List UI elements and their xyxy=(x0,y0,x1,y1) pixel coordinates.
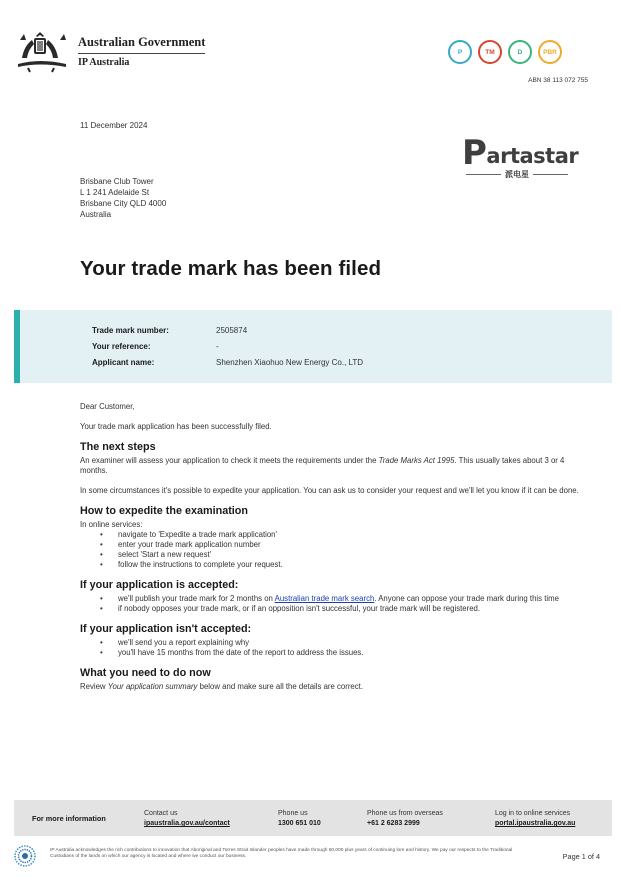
accepted-list xyxy=(100,594,580,614)
todo-paragraph: Review Your application summary below and make sure all the details are correct. xyxy=(80,682,364,691)
summary-value: - xyxy=(216,342,219,351)
summary-row-applicant xyxy=(92,358,363,367)
summary-key: Your reference: xyxy=(92,342,151,351)
plant-breeders-rights-icon: PBR xyxy=(538,40,562,64)
gov-subtitle: IP Australia xyxy=(78,56,130,68)
footer-contact: Contact us ipaustralia.gov.au/contact xyxy=(144,810,230,827)
abn-number: ABN 38 113 072 755 xyxy=(528,77,588,84)
page-number: Page 1 of 4 xyxy=(562,852,600,861)
trade-mark-summary xyxy=(14,310,612,383)
list-item: • you'll have 15 months from the date of the report to address the issues. xyxy=(100,648,580,658)
address-line: Australia xyxy=(80,210,112,219)
partastar-chinese: 派电星 xyxy=(505,170,529,179)
expedite-note: In some circumstances it's possible to expedite your application. You can ask us to consider your request and we'll let you know if it can be done. xyxy=(80,486,579,495)
intro-text: Your trade mark application has been successfully filed. xyxy=(80,422,272,431)
summary-key: Trade mark number: xyxy=(92,326,169,335)
greeting: Dear Customer, xyxy=(80,402,135,411)
summary-value: Shenzhen Xiaohuo New Energy Co., LTD xyxy=(216,358,364,367)
coat-of-arms-icon xyxy=(14,28,70,74)
address-line: L 1 241 Adelaide St xyxy=(80,188,150,197)
accepted-heading: If your application is accepted: xyxy=(80,579,239,591)
page-title: Your trade mark has been filed xyxy=(80,257,382,280)
todo-heading: What you need to do now xyxy=(80,667,211,679)
expedite-list xyxy=(100,530,580,570)
portal-link[interactable]: portal.ipaustralia.gov.au xyxy=(495,820,576,827)
list-item: • navigate to 'Expedite a trade mark application' xyxy=(100,530,580,540)
patent-icon: P xyxy=(448,40,472,64)
summary-row-reference xyxy=(92,342,219,351)
gov-title: Australian Government xyxy=(78,35,205,54)
summary-key: Applicant name: xyxy=(92,358,155,367)
letter-date: 11 December 2024 xyxy=(80,121,148,130)
summary-value: 2505874 xyxy=(216,326,248,335)
list-item: • if nobody opposes your trade mark, or if an opposition isn't successful, your trade mark will be registered. xyxy=(100,604,580,614)
overseas-phone-number: +61 2 6283 2999 xyxy=(367,820,420,827)
address-line: Brisbane Club Tower xyxy=(80,177,154,186)
partastar-p: P xyxy=(462,133,487,173)
ip-rights-icons xyxy=(448,40,562,64)
footer-phone: Phone us 1300 651 010 xyxy=(278,810,321,827)
acknowledgement-dot-art-icon xyxy=(14,845,36,867)
list-item: • select 'Start a new request' xyxy=(100,550,580,560)
partastar-logo xyxy=(462,133,579,180)
expedite-heading: How to expedite the examination xyxy=(80,505,248,517)
footer-phone-overseas: Phone us from overseas +61 2 6283 2999 xyxy=(367,810,443,827)
not-accepted-heading: If your application isn't accepted: xyxy=(80,623,252,635)
next-steps-paragraph: An examiner will assess your application to check it meets the requirements under the Trade Marks Act 1995. This usually takes about 3 or 4 months. xyxy=(80,456,565,475)
design-icon: D xyxy=(508,40,532,64)
phone-number: 1300 651 010 xyxy=(278,820,321,827)
list-item: • follow the instructions to complete your request. xyxy=(100,560,580,570)
list-item: • we'll send you a report explaining why xyxy=(100,638,580,648)
recipient-address xyxy=(80,176,166,220)
next-steps-heading: The next steps xyxy=(80,441,156,453)
footer-login: Log in to online services portal.ipaustralia.gov.au xyxy=(495,810,576,827)
trade-mark-icon: TM xyxy=(478,40,502,64)
not-accepted-list xyxy=(100,638,580,658)
trade-mark-search-link[interactable]: Australian trade mark search xyxy=(274,594,375,603)
list-item: • we'll publish your trade mark for 2 months on Australian trade mark search. Anyone can oppose your trade mark during this time xyxy=(100,594,580,604)
footer-more-info: For more information xyxy=(32,814,106,823)
summary-row-number xyxy=(92,326,247,335)
acknowledgement-text: IP Australia acknowledges the rich contributions to innovation that Aboriginal and Torres Strait Islander peoples have made through 60,000 plus years of continuing lore and history. We pay our respects to the Traditional Custodians of the lands on which our agency is located and where we conduct our business. xyxy=(50,848,513,860)
list-item: • enter your trade mark application number xyxy=(100,540,580,550)
contact-link[interactable]: ipaustralia.gov.au/contact xyxy=(144,820,230,827)
expedite-lead: In online services: xyxy=(80,520,143,529)
footer-contact-bar xyxy=(14,800,612,836)
letter-body xyxy=(80,402,580,702)
address-line: Brisbane City QLD 4000 xyxy=(80,199,167,208)
partastar-wordmark: artastar xyxy=(486,144,579,168)
australian-government-logo xyxy=(14,28,205,74)
